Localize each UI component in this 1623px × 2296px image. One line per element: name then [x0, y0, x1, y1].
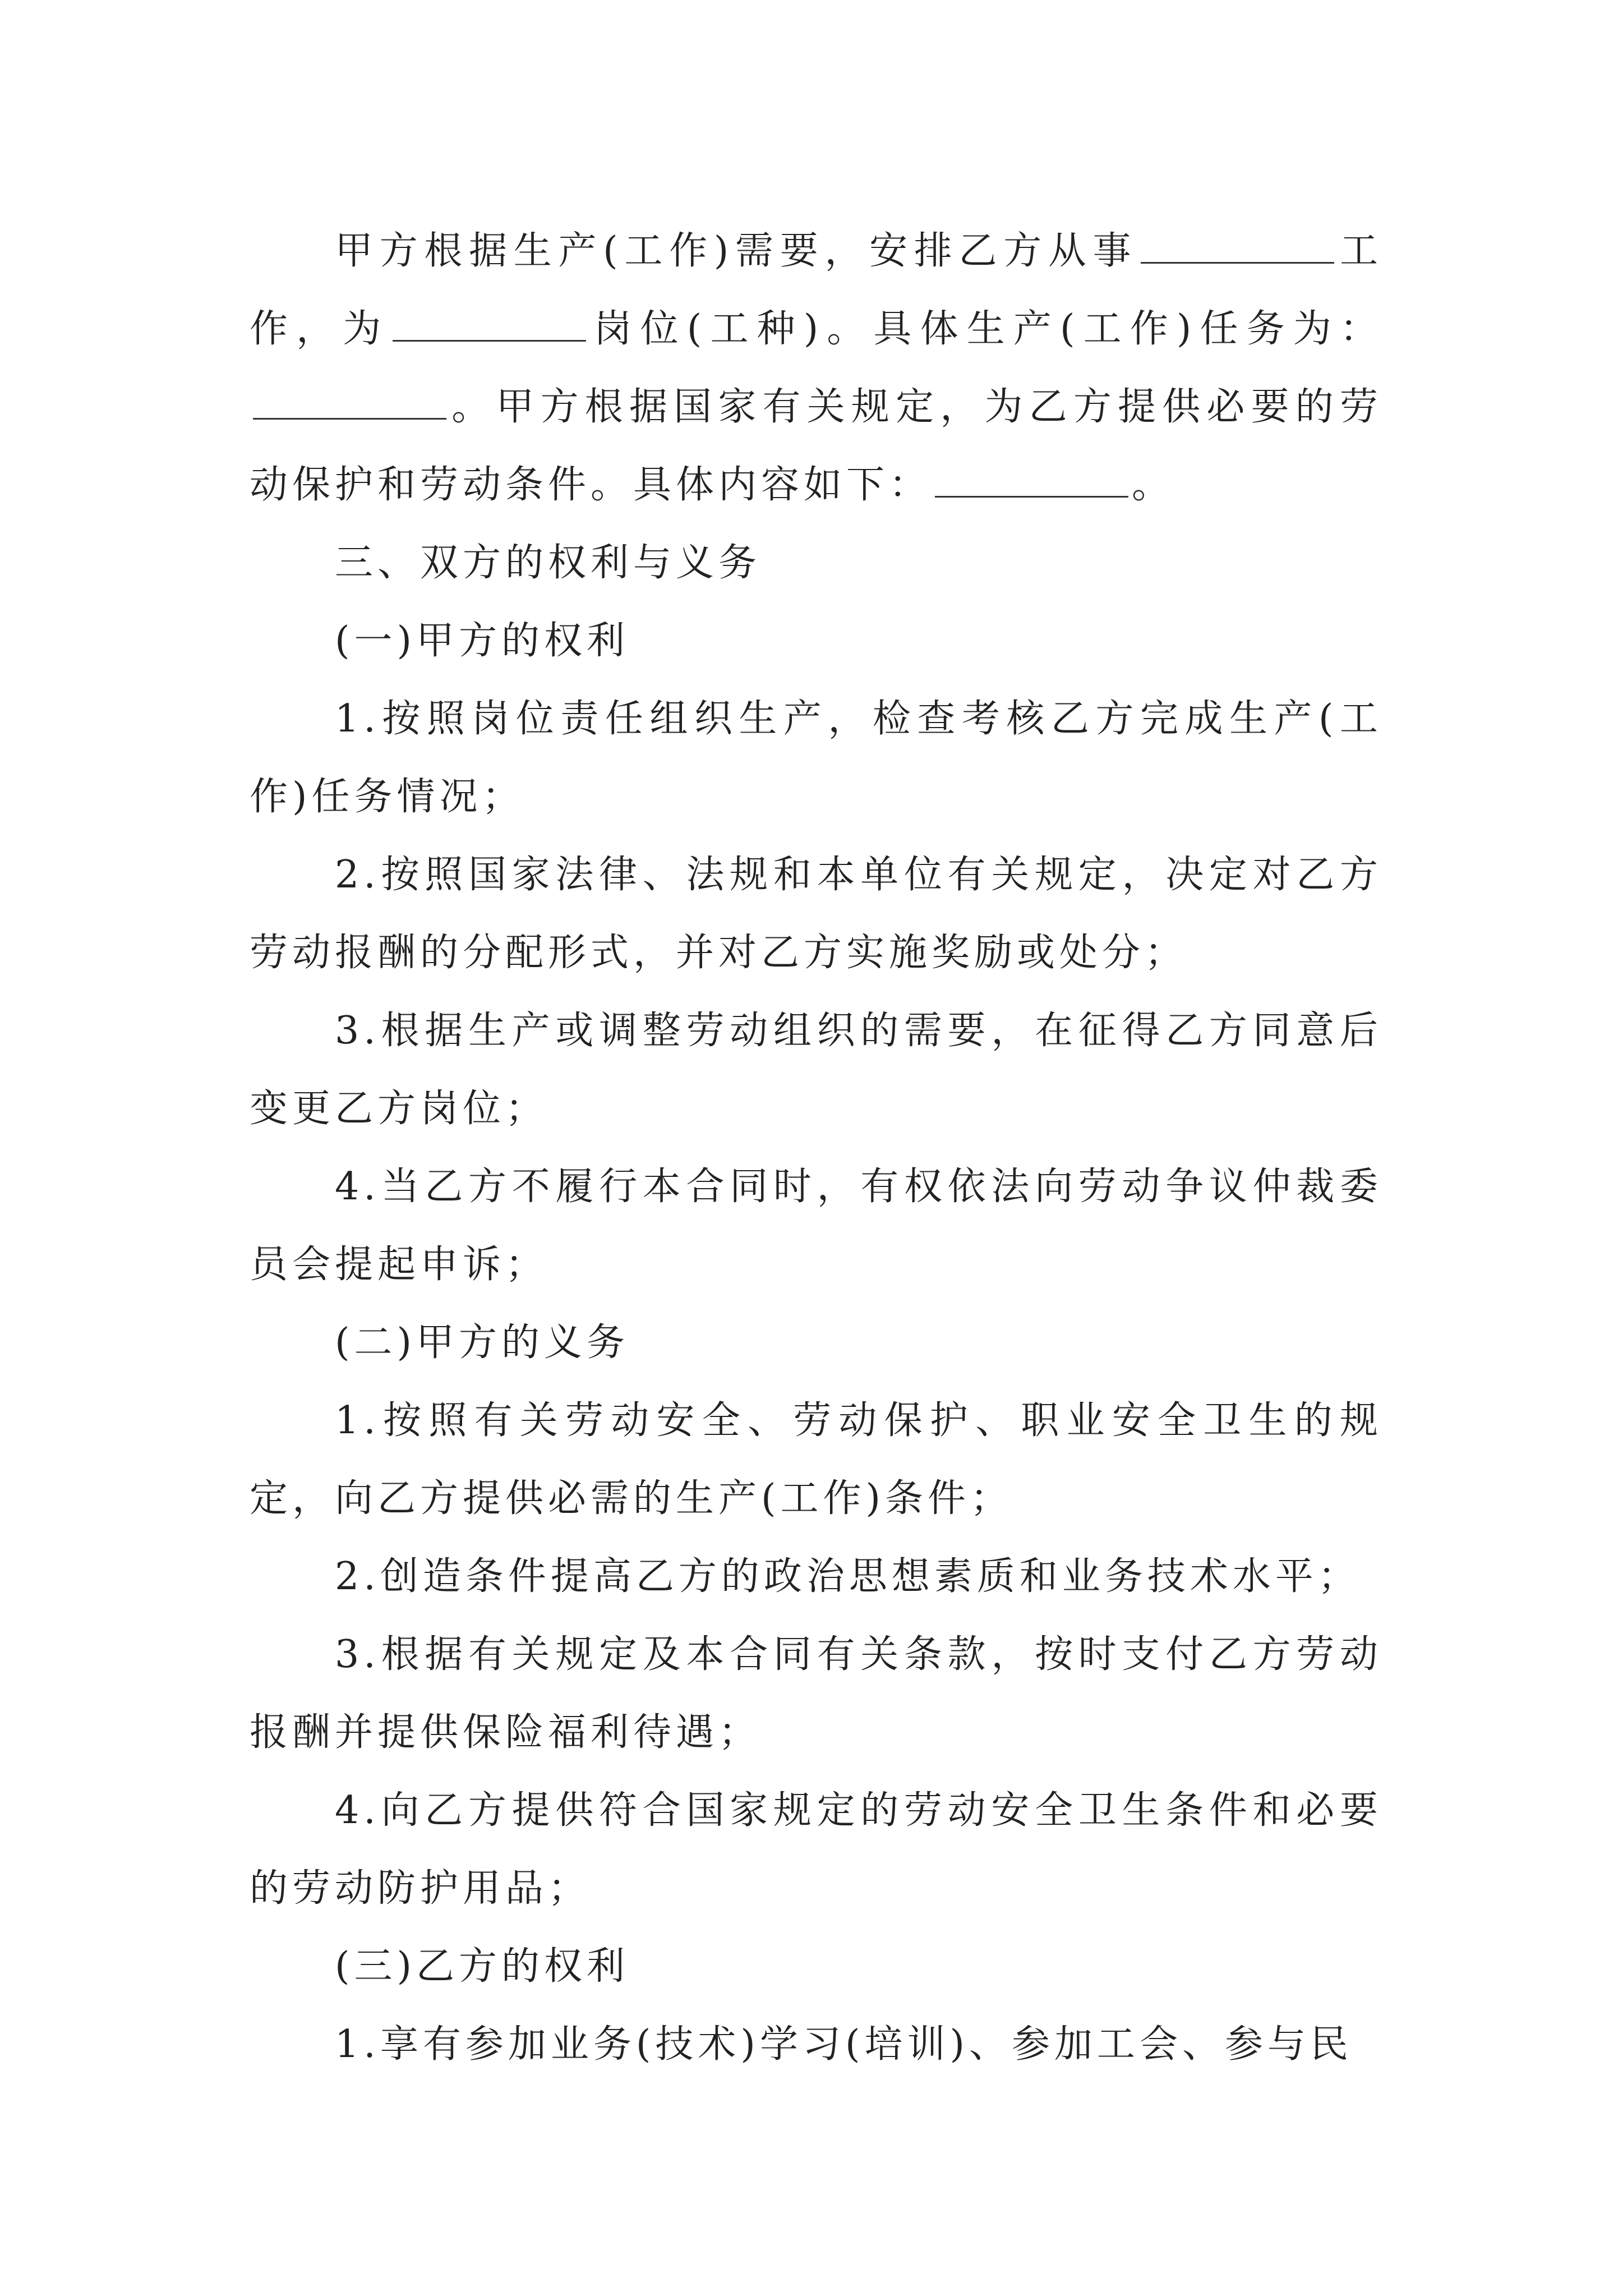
paragraph-p14: [250, 2005, 1382, 2083]
paragraph-text: 。甲方根据国家有关规定，为乙方提供必要的劳动保护和劳动条件。具体内容如下：: [250, 385, 1382, 507]
paragraph-text: 1.按照岗位责任组织生产，检查考核乙方完成生产(工作)任务情况；: [250, 697, 1382, 819]
paragraph-text: 甲方根据生产(工作)需要，安排乙方从事: [335, 229, 1138, 273]
fill-in-blank-line: [935, 462, 1128, 498]
paragraph-p4: [250, 680, 1382, 836]
paragraph-text: 2.创造条件提高乙方的政治思想素质和业务技术水平；: [335, 1554, 1361, 1599]
paragraph-text: 工作，为: [250, 229, 1382, 351]
paragraph-text: 三、双方的权利与义务: [335, 541, 762, 585]
paragraph-p8: [250, 1304, 1382, 1382]
paragraph-p11: [250, 1616, 1382, 1772]
paragraph-text: 1.享有参加业务(技术)学习(培训)、参加工会、参与民: [335, 2022, 1353, 2067]
paragraph-p5: [250, 836, 1382, 992]
paragraph-p2: [250, 524, 1382, 602]
paragraph-text: 4.向乙方提供符合国家规定的劳动安全卫生条件和必要的劳动防护用品；: [250, 1788, 1382, 1911]
paragraph-text: 4.当乙方不履行本合同时，有权依法向劳动争议仲裁委员会提起申诉；: [250, 1165, 1382, 1287]
fill-in-blank-line: [1141, 228, 1334, 264]
paragraph-text: 3.根据生产或调整劳动组织的需要，在征得乙方同意后变更乙方岗位；: [250, 1009, 1382, 1131]
paragraph-text: 岗位(工种)。具体生产(工作)任务为：: [589, 307, 1382, 351]
paragraph-p3: [250, 602, 1382, 680]
paragraph-p6: [250, 992, 1382, 1148]
paragraph-text: 3.根据有关规定及本合同有关条款，按时支付乙方劳动报酬并提供保险福利待遇；: [250, 1632, 1382, 1755]
fill-in-blank-line: [253, 384, 446, 420]
paragraph-p1: [250, 212, 1382, 524]
paragraph-text: 2.按照国家法律、法规和本单位有关规定，决定对乙方劳动报酬的分配形式，并对乙方实施奖励或处分；: [250, 853, 1382, 975]
paragraph-p7: [250, 1148, 1382, 1304]
paragraph-text: (一)甲方的权利: [335, 619, 630, 663]
document-page: [250, 212, 1382, 2083]
paragraph-p13: [250, 1927, 1382, 2005]
paragraph-text: 。: [1132, 463, 1175, 507]
paragraph-text: 1.按照有关劳动安全、劳动保护、职业安全卫生的规定，向乙方提供必需的生产(工作)条件；: [250, 1398, 1382, 1521]
paragraph-p12: [250, 1772, 1382, 1927]
paragraph-p10: [250, 1538, 1382, 1616]
paragraph-p9: [250, 1382, 1382, 1538]
paragraph-text: (二)甲方的义务: [335, 1320, 630, 1365]
fill-in-blank-line: [393, 306, 586, 342]
paragraph-text: (三)乙方的权利: [335, 1944, 630, 1989]
